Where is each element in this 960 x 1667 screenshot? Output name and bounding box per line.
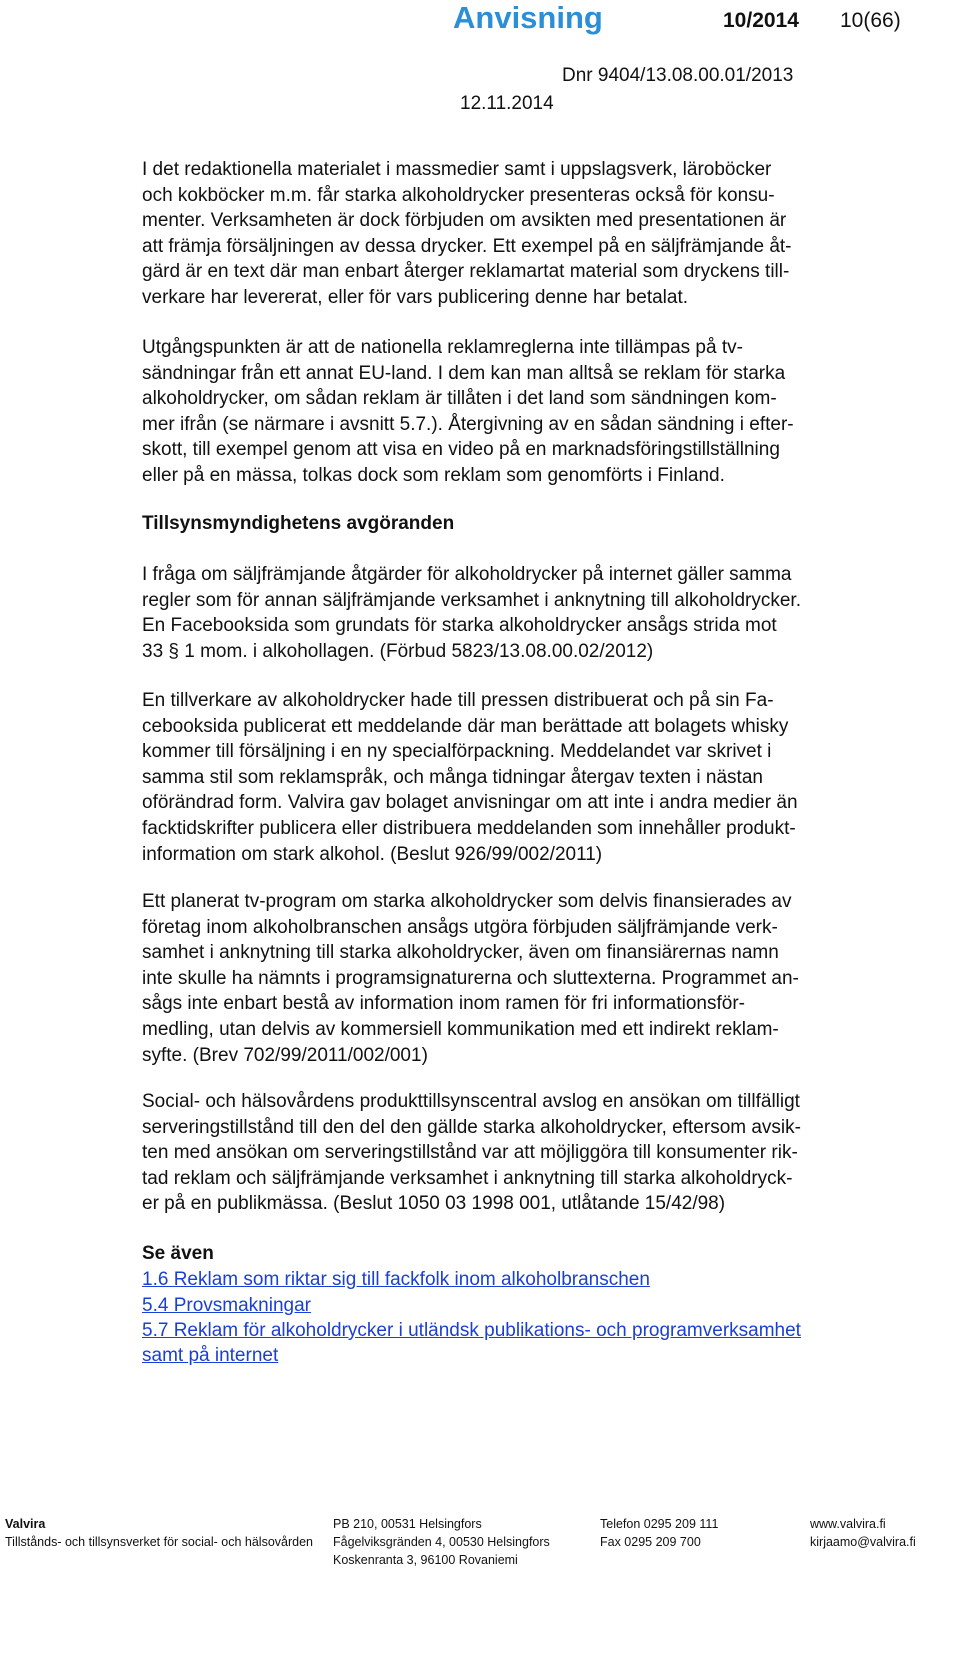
text-line: sändningar från ett annat EU-land. I dem kan man alltså se reklam för starka	[142, 362, 786, 384]
text-line: ten med ansökan om serveringstillstånd var att möjliggöra till konsumenter rik-	[142, 1142, 798, 1164]
paragraph-2	[142, 335, 952, 489]
text-line: skott, till exempel genom att visa en video på en marknadsföringstillställning	[142, 439, 780, 461]
text-line: I fråga om säljfrämjande åtgärder för alkoholdrycker på internet gäller samma	[142, 564, 792, 585]
text-line: En Facebooksida som grundats för starka alkoholdrycker ansågs strida mot	[142, 615, 777, 637]
text-line: samhet i anknytning till starka alkoholdrycker, även om finansiärernas namn	[142, 942, 779, 964]
text-line: regler som för annan säljfrämjande verksamhet i anknytning till alkoholdrycker.	[142, 589, 801, 611]
text-line: företag inom alkoholbranschen ansågs utgöra förbjuden säljfrämjande verk-	[142, 916, 778, 938]
text-line: samma stil som reklamspråk, och många tidningar återgav texten i nästan	[142, 766, 763, 788]
document-number: 10/2014	[723, 9, 799, 32]
text-line: menter. Verksamheten är dock förbjuden om avsikten med presentationen är	[142, 210, 787, 232]
text-line: gärd är en text där man enbart återger reklamartat material som dryckens till-	[142, 261, 790, 283]
text-line: Ett planerat tv-program om starka alkoholdrycker som delvis finansierades av	[142, 891, 792, 912]
text-line: sågs inte enbart bestå av information inom ramen för fri informationsför-	[142, 993, 745, 1015]
footer-org: Valvira	[5, 1517, 46, 1531]
link-reklam-utlandsk[interactable]: 5.7 Reklam för alkoholdrycker i utländsk publikations- och programverksamhet	[142, 1320, 801, 1341]
paragraph-3	[142, 562, 952, 664]
text-line: syfte. (Brev 702/99/2011/002/001)	[142, 1044, 428, 1066]
text-line: tad reklam och säljfrämjande verksamhet i anknytning till starka alkoholdryck-	[142, 1167, 793, 1189]
text-line: Utgångspunkten är att de nationella reklamreglerna inte tillämpas på tv-	[142, 337, 743, 358]
text-line: er på en publikmässa. (Beslut 1050 03 1998 001, utlåtande 15/42/98)	[142, 1193, 726, 1215]
footer-phone: Telefon 0295 209 111	[600, 1517, 719, 1531]
text-line: En tillverkare av alkoholdrycker hade till pressen distribuerat och på sin Fa-	[142, 690, 774, 711]
diary-number: Dnr 9404/13.08.00.01/2013	[562, 65, 794, 86]
see-also-heading: Se även	[142, 1243, 214, 1264]
text-line: cebooksida publicerat ett meddelande där man berättade att bolagets whisky	[142, 715, 789, 737]
paragraph-5	[142, 889, 952, 1068]
text-line: medling, utan delvis av kommersiell kommunikation med ett indirekt reklam-	[142, 1018, 779, 1040]
text-line: oförändrad form. Valvira gav bolaget anvisningar om att inte i andra medier än	[142, 792, 798, 814]
text-line: I det redaktionella materialet i massmedier samt i uppslagsverk, läroböcker	[142, 159, 772, 180]
text-line: inte skulle ha nämnts i programsignaturerna och sluttexterna. Programmet an-	[142, 967, 799, 989]
text-line: alkoholdrycker, om sådan reklam är tillåten i det land som sändningen kom-	[142, 388, 777, 410]
section-heading: Tillsynsmyndighetens avgöranden	[142, 513, 455, 534]
text-line: 33 § 1 mom. i alkohollagen. (Förbud 5823/13.08.00.02/2012)	[142, 640, 654, 662]
link-reklam-utlandsk-cont[interactable]: samt på internet	[142, 1345, 279, 1366]
text-line: facktidskrifter publicera eller distribuera meddelanden som innehåller produkt-	[142, 817, 796, 839]
footer-address-1: PB 210, 00531 Helsingfors	[333, 1517, 482, 1531]
text-line: verkare har levererat, eller för vars publicering denne har betalat.	[142, 286, 689, 308]
paragraph-6	[142, 1089, 952, 1217]
page-number: 10(66)	[840, 9, 901, 32]
footer-address-2: Fågelviksgränden 4, 00530 Helsingfors	[333, 1535, 550, 1549]
document-date: 12.11.2014	[460, 93, 554, 114]
text-line: serveringstillstånd till den del den gällde starka alkoholdrycker, eftersom avsik-	[142, 1116, 801, 1138]
paragraph-1	[142, 157, 952, 311]
footer-fax: Fax 0295 209 700	[600, 1535, 701, 1549]
footer-email[interactable]: kirjaamo@valvira.fi	[810, 1535, 916, 1549]
document-title: Anvisning	[453, 0, 603, 35]
link-reklam-fackfolk[interactable]: 1.6 Reklam som riktar sig till fackfolk inom alkoholbranschen	[142, 1269, 650, 1290]
paragraph-4	[142, 688, 952, 867]
link-provsmakningar[interactable]: 5.4 Provsmakningar	[142, 1295, 311, 1316]
text-line: mer ifrån (se närmare i avsnitt 5.7.). Återgivning av en sådan sändning i efter-	[142, 413, 794, 435]
text-line: och kokböcker m.m. får starka alkoholdrycker presenteras också för konsu-	[142, 184, 775, 206]
footer-org-full: Tillstånds- och tillsynsverket för social- och hälsovården	[5, 1535, 313, 1549]
footer-web[interactable]: www.valvira.fi	[810, 1517, 886, 1531]
text-line: kommer till försäljning i en ny specialförpackning. Meddelandet var skrivet i	[142, 741, 772, 763]
text-line: eller på en mässa, tolkas dock som reklam som genomförts i Finland.	[142, 464, 725, 486]
text-line: att främja försäljningen av dessa drycker. Ett exempel på en säljfrämjande åt-	[142, 235, 792, 257]
text-line: Social- och hälsovårdens produkttillsynscentral avslog en ansökan om tillfälligt	[142, 1091, 800, 1112]
footer-address-3: Koskenranta 3, 96100 Rovaniemi	[333, 1553, 518, 1567]
text-line: information om stark alkohol. (Beslut 926/99/002/2011)	[142, 843, 603, 865]
